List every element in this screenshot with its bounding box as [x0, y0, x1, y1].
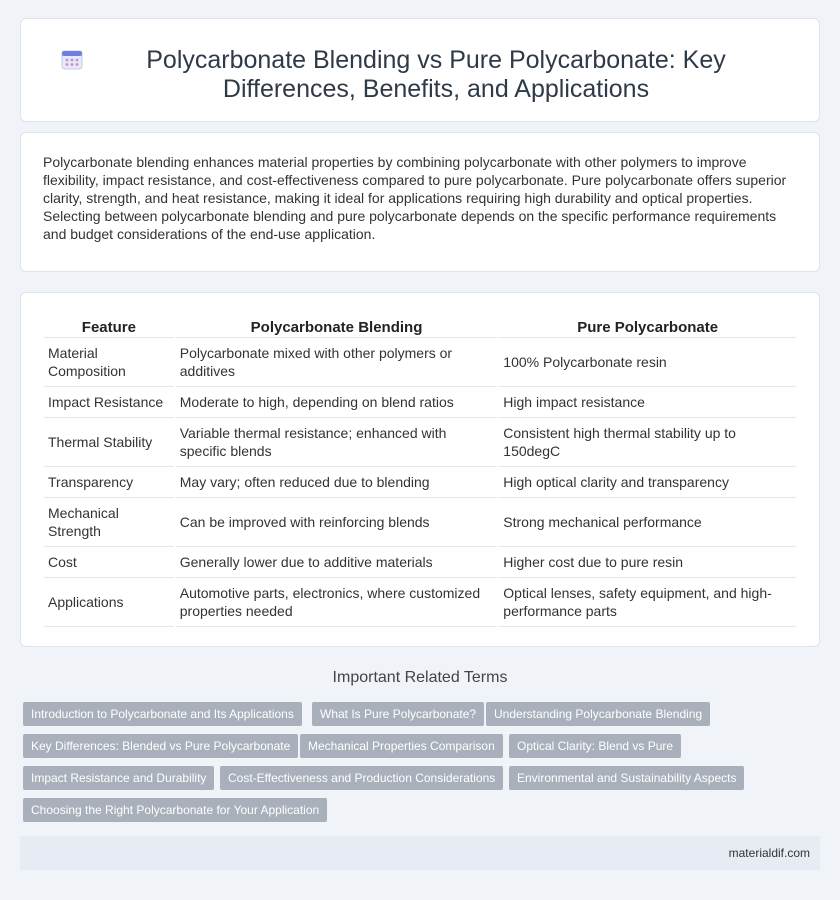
feature-cell: Material Composition: [44, 338, 174, 387]
title-card: [20, 18, 820, 122]
related-term-tag[interactable]: Optical Clarity: Blend vs Pure: [509, 734, 681, 758]
related-term-tag[interactable]: What Is Pure Polycarbonate?: [312, 702, 484, 726]
table-header-row: [44, 314, 796, 338]
related-term-tag[interactable]: Cost-Effectiveness and Production Considerations: [220, 766, 503, 790]
pure-cell: High optical clarity and transparency: [499, 467, 796, 498]
blending-cell: Moderate to high, depending on blend ratios: [176, 387, 498, 418]
table-row: [44, 338, 796, 387]
related-terms-heading: Important Related Terms: [332, 669, 508, 686]
feature-cell: Impact Resistance: [44, 387, 174, 418]
related-term-tag[interactable]: Mechanical Properties Comparison: [300, 734, 503, 758]
feature-cell: Thermal Stability: [44, 418, 174, 467]
blending-cell: Variable thermal resistance; enhanced with specific blends: [176, 418, 498, 467]
blending-cell: Can be improved with reinforcing blends: [176, 498, 498, 547]
feature-cell: Cost: [44, 547, 174, 578]
related-term-tag[interactable]: Introduction to Polycarbonate and Its Applications: [23, 702, 302, 726]
related-term-tag[interactable]: Impact Resistance and Durability: [23, 766, 214, 790]
pure-cell: Consistent high thermal stability up to 150degC: [499, 418, 796, 467]
intro-paragraph: Polycarbonate blending enhances material properties by combining polycarbonate with other polymers to improve flexibility, impact resistance, and cost-effectiveness compared to pure polycarbonate. Pure polycarbonate offers superior clarity, strength, and heat resistance, making it ideal for applications requiring high durability and optical properties. Selecting between polycarbonate blending and pure polycarbonate depends on the specific performance requirements and budget considerations of the end-use application.: [43, 154, 787, 242]
blending-cell: Automotive parts, electronics, where customized properties needed: [176, 578, 498, 627]
footer: [20, 836, 820, 870]
pure-cell: 100% Polycarbonate resin: [499, 338, 796, 387]
comparison-table: [42, 314, 798, 627]
table-row: [44, 418, 796, 467]
related-term-tag[interactable]: Key Differences: Blended vs Pure Polycarbonate: [23, 734, 298, 758]
table-row: [44, 387, 796, 418]
header-polycarbonate-blending: Polycarbonate Blending: [176, 314, 498, 338]
table-row: [44, 578, 796, 627]
blending-cell: Generally lower due to additive materials: [176, 547, 498, 578]
comparison-table-card: [20, 292, 820, 647]
table-row: [44, 547, 796, 578]
header-feature: Feature: [44, 314, 174, 338]
feature-cell: Applications: [44, 578, 174, 627]
table-row: [44, 498, 796, 547]
feature-cell: Mechanical Strength: [44, 498, 174, 547]
page-title: Polycarbonate Blending vs Pure Polycarbonate: Key Differences, Benefits, and Applications: [146, 46, 726, 103]
pure-cell: Higher cost due to pure resin: [499, 547, 796, 578]
feature-cell: Transparency: [44, 467, 174, 498]
related-term-tag[interactable]: Choosing the Right Polycarbonate for Your Application: [23, 798, 327, 822]
blending-cell: Polycarbonate mixed with other polymers or additives: [176, 338, 498, 387]
related-term-tag[interactable]: Understanding Polycarbonate Blending: [486, 702, 710, 726]
related-term-tag[interactable]: Environmental and Sustainability Aspects: [509, 766, 744, 790]
blending-cell: May vary; often reduced due to blending: [176, 467, 498, 498]
pure-cell: High impact resistance: [499, 387, 796, 418]
intro-card: [20, 132, 820, 272]
header-pure-polycarbonate: Pure Polycarbonate: [499, 314, 796, 338]
pure-cell: Optical lenses, safety equipment, and high-performance parts: [499, 578, 796, 627]
footer-site-link[interactable]: materialdif.com: [728, 846, 810, 860]
table-row: [44, 467, 796, 498]
pure-cell: Strong mechanical performance: [499, 498, 796, 547]
